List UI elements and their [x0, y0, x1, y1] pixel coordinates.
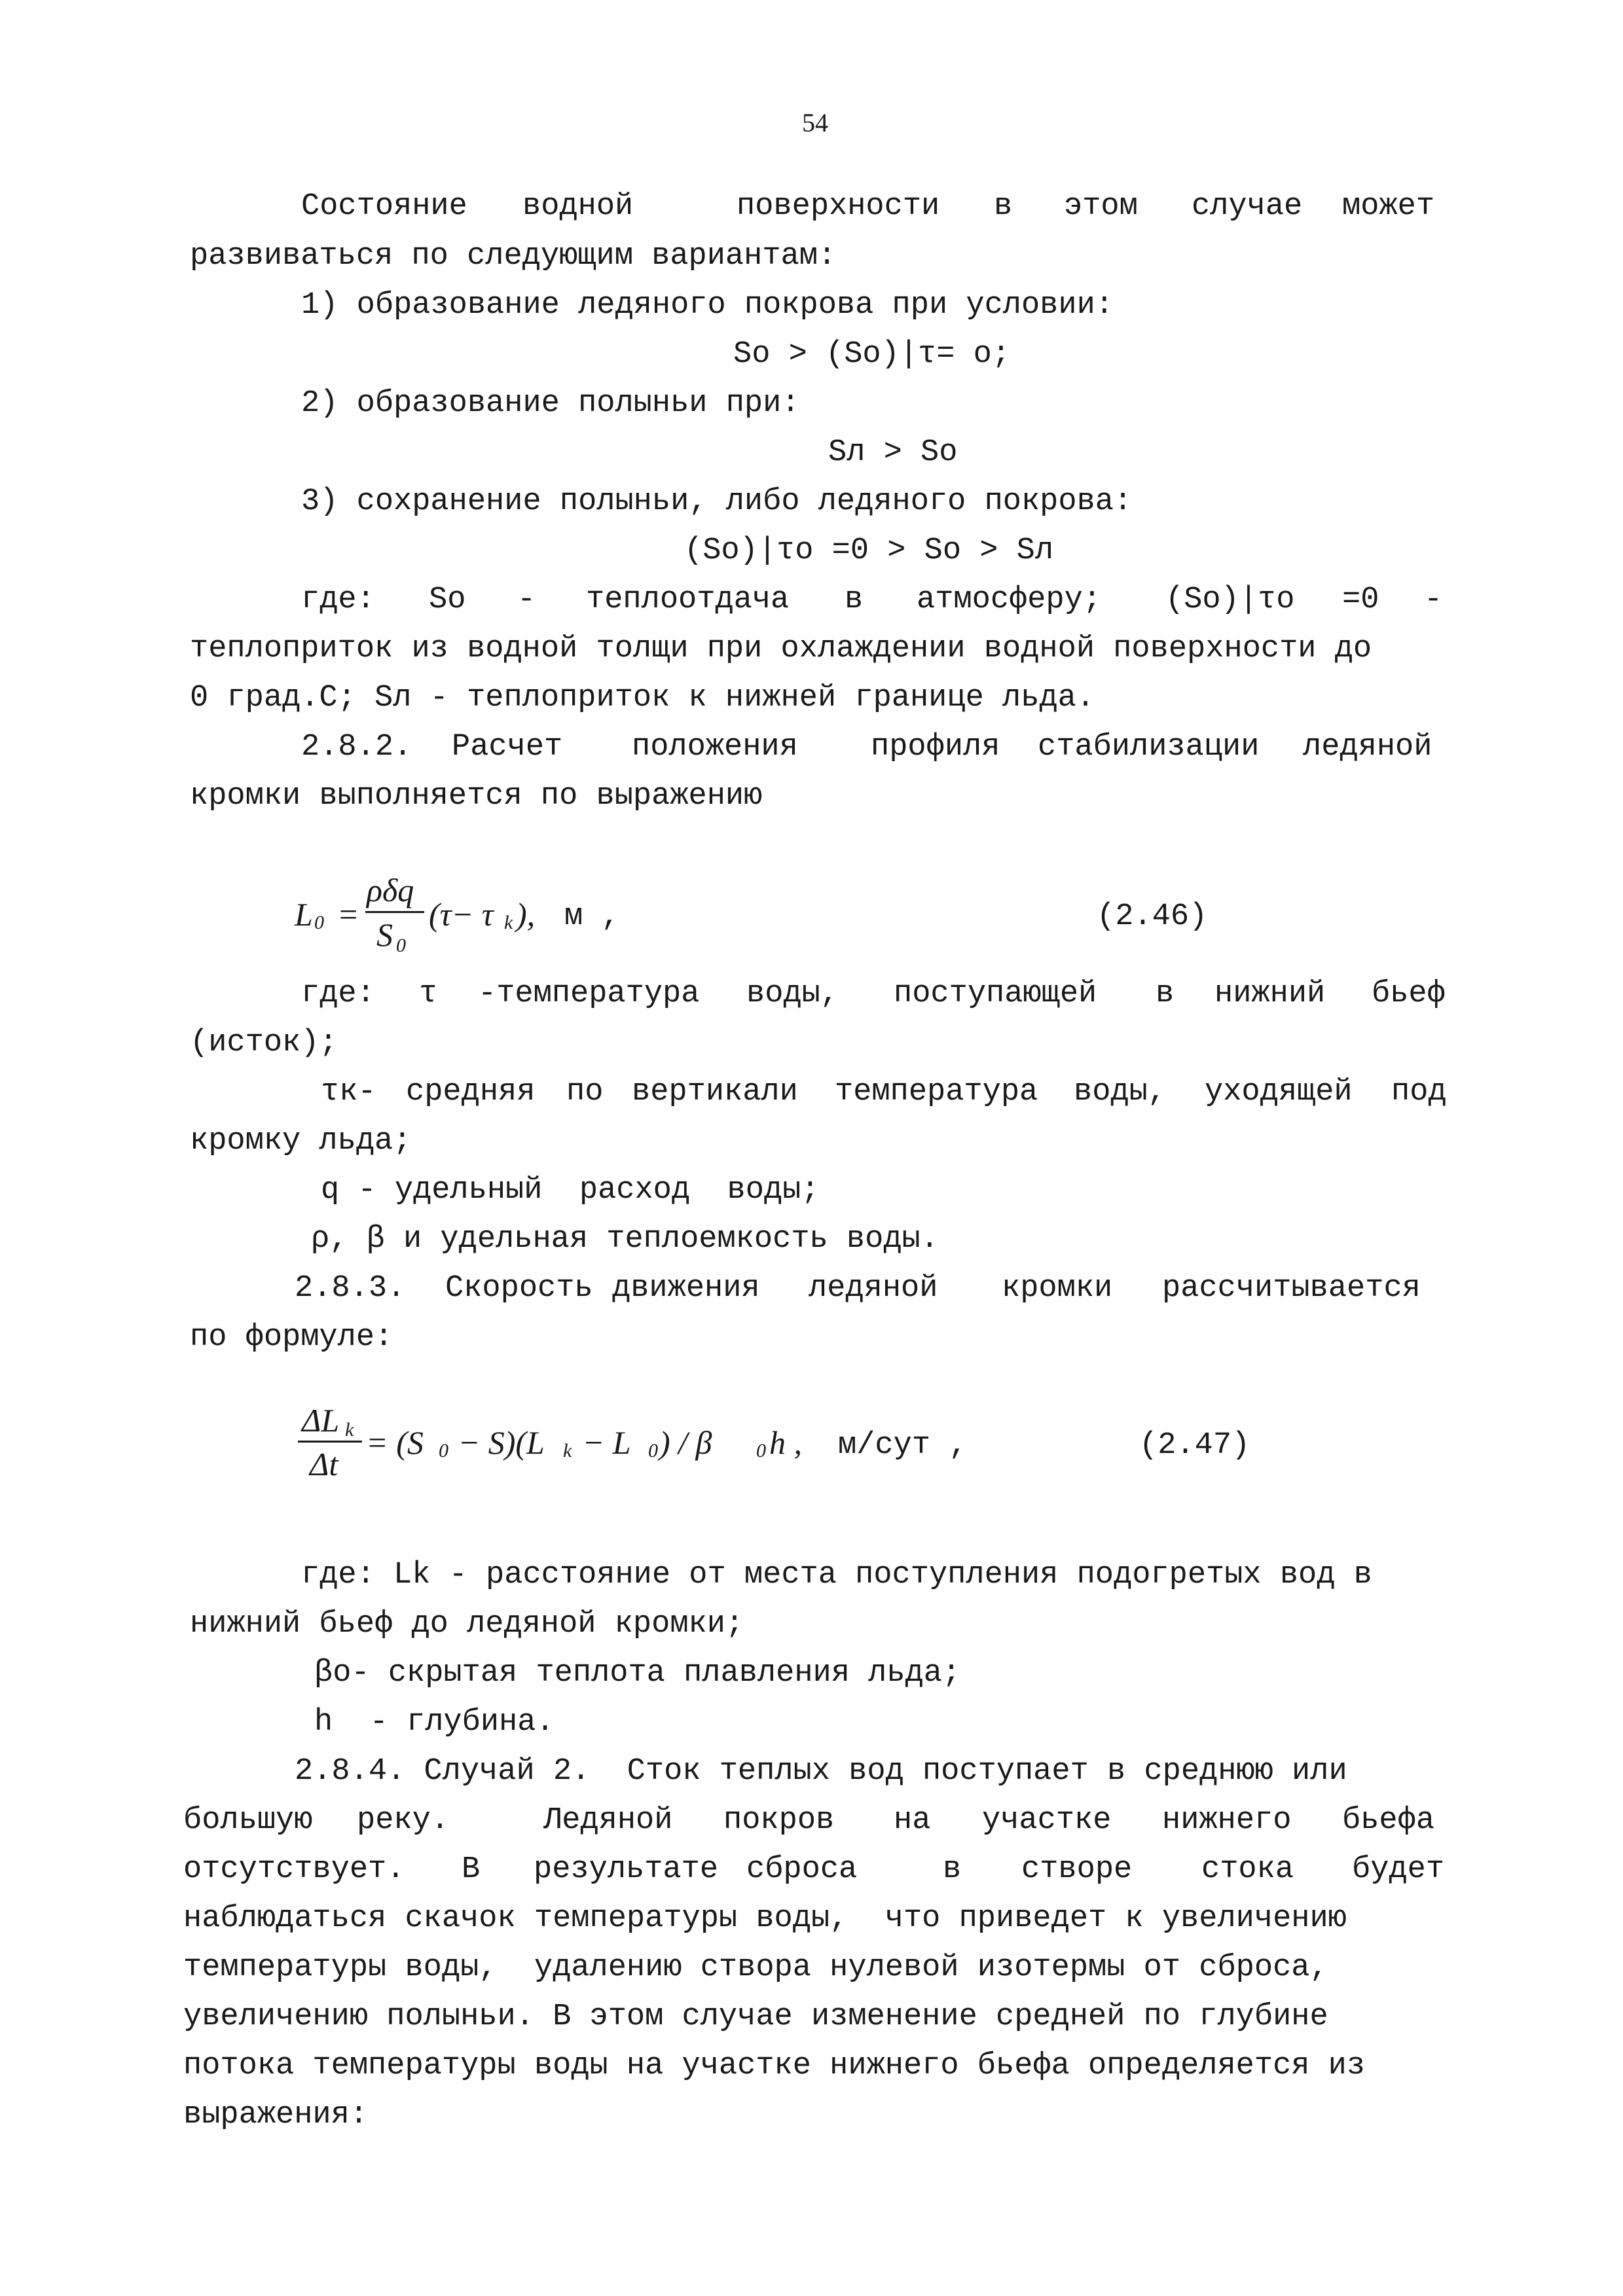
where1-line2: теплоприток из водной толщи при охлаждении водной поверхности до [190, 632, 1372, 666]
word: в [1156, 977, 1175, 1011]
eq-rhs-b: − S)(L [450, 1424, 545, 1461]
section-284-line5: температуры воды, удалению створа нулевой изотермы от сброса, [183, 1950, 1328, 1985]
word: (So)|τo [1165, 583, 1295, 617]
word: реку. [357, 1803, 450, 1838]
variant-3-condition: (So)|τo =0 > So > Sл [684, 533, 1054, 568]
eq-rhs-d: ) / β [659, 1424, 712, 1461]
where2-line4: кромку льда; [190, 1124, 412, 1158]
eq-rhs-b-sub: k [563, 1440, 572, 1462]
word: створе [1021, 1852, 1133, 1887]
word: Состояние [301, 189, 467, 224]
word: ледяной [1303, 730, 1432, 764]
eq-denominator: S [376, 916, 393, 953]
word: стока [1201, 1852, 1294, 1887]
eq-lhs-sub: 0 [314, 912, 324, 933]
fraction-bar [365, 911, 424, 913]
eq-rhs-d-sub: 0 [756, 1440, 766, 1462]
equation-number: (2.47) [1139, 1428, 1250, 1463]
eq-rhs-c: − L [574, 1424, 631, 1461]
word: τк- [321, 1075, 376, 1109]
word: на [894, 1803, 931, 1838]
section-283-line2: по формуле: [190, 1320, 393, 1355]
where3-line1: где: Lk - расстояние от места поступления подогретых вод в [301, 1558, 1372, 1592]
word: воды, [1074, 1075, 1167, 1109]
word: по [566, 1075, 604, 1109]
section-284-line6: увеличению полыньи. В этом случае изменение средней по глубине [183, 2000, 1328, 2034]
eq-denominator: Δt [310, 1446, 338, 1482]
word: кромки [1002, 1271, 1113, 1306]
eq-numerator: ΔL [302, 1402, 340, 1439]
variant-2: 2) образование полыньи при: [301, 386, 800, 421]
equation-2-46 [295, 874, 1211, 965]
word: τ [419, 977, 438, 1011]
word: So [429, 583, 466, 617]
page-number: 54 [802, 108, 828, 137]
word: - [517, 583, 536, 617]
word: в [994, 189, 1013, 224]
where2-line6: ρ, β и удельная теплоемкость воды. [311, 1222, 939, 1257]
where2-line5: q - удельный расход воды; [321, 1173, 820, 1208]
equation-2-47 [298, 1397, 1250, 1489]
eq-rhs-c-sub: 0 [648, 1440, 658, 1462]
word: температура [835, 1075, 1038, 1109]
word: положения [632, 730, 798, 764]
word: под [1391, 1075, 1447, 1109]
word: покров [723, 1803, 835, 1838]
section-282-line2: кромки выполняется по выражению [190, 779, 763, 814]
eq-rhs-e: h , [769, 1424, 802, 1461]
eq-unit: м/сут , [838, 1428, 968, 1463]
where1-line3: 0 град.С; Sл - теплоприток к нижней границе льда. [190, 681, 1095, 715]
eq-numerator-sub: k [345, 1419, 354, 1441]
eq-numerator: ρδq [367, 872, 414, 908]
variant-1-condition: So > (So)|τ= o; [733, 337, 1011, 372]
word: В [462, 1852, 481, 1887]
where3-line3: βо- скрытая теплота плавления льда; [314, 1656, 961, 1691]
eq-paren-close: ), [516, 896, 536, 933]
variant-2-condition: Sл > So [828, 435, 958, 470]
word: большую [183, 1803, 313, 1838]
word: нижний [1214, 977, 1326, 1011]
word: Расчет [452, 730, 563, 764]
section-284-line8: выражения: [183, 2098, 369, 2132]
word: отсутствует. [183, 1852, 405, 1887]
word: поверхности [737, 189, 940, 224]
word: где: [301, 977, 375, 1011]
word: теплоотдача [586, 583, 790, 617]
word: случае [1192, 189, 1303, 224]
word: результате [534, 1852, 719, 1887]
word: - [1424, 583, 1443, 617]
eq-unit: м , [564, 899, 620, 934]
word: водной [522, 189, 634, 224]
section-284-line7: потока температуры воды на участке нижнего бьефа определяется из [183, 2049, 1366, 2083]
word: рассчитывается [1162, 1271, 1421, 1306]
word: стабилизации [1038, 730, 1260, 764]
word: бьеф [1372, 977, 1446, 1011]
word: -температура [478, 977, 700, 1011]
variant-1: 1) образование ледяного покрова при условии: [301, 288, 1114, 323]
eq-rhs-a-sub: 0 [439, 1440, 448, 1462]
section-284-line1: 2.8.4. Случай 2. Сток теплых вод поступает в среднюю или [295, 1754, 1347, 1789]
eq-paren-sub: k [504, 912, 513, 933]
word: участке [982, 1803, 1112, 1838]
equation-number: (2.46) [1097, 899, 1208, 934]
word: может [1342, 189, 1435, 224]
word: вертикали [632, 1075, 798, 1109]
where3-line2: нижний бьеф до ледяной кромки; [190, 1607, 744, 1641]
where3-line4: h - глубина. [314, 1705, 555, 1740]
word: нижнего [1162, 1803, 1292, 1838]
section-number: 2.8.3. [295, 1271, 406, 1306]
word: где: [301, 583, 375, 617]
word: атмосферу; [917, 583, 1102, 617]
word: Ледяной [543, 1803, 673, 1838]
word: Скорость [445, 1271, 593, 1306]
where2-line2: (исток); [190, 1026, 338, 1060]
word: поступающей [894, 977, 1097, 1011]
fraction-bar [298, 1441, 362, 1443]
word: ледяной [809, 1271, 938, 1306]
eq-equals: = [339, 896, 358, 933]
section-284-line4: наблюдаться скачок температуры воды, что приведет к увеличению [183, 1901, 1347, 1936]
word: средняя [406, 1075, 536, 1109]
word: уходящей [1205, 1075, 1353, 1109]
word: движения [612, 1271, 760, 1306]
section-number: 2.8.2. [301, 730, 412, 764]
word: в [943, 1852, 962, 1887]
eq-denominator-sub: 0 [396, 935, 406, 956]
word: будет [1352, 1852, 1445, 1887]
eq-rhs-a: = (S [366, 1424, 424, 1461]
eq-paren: (τ− τ [429, 896, 494, 933]
word: =0 [1342, 583, 1379, 617]
variant-3: 3) сохранение полыньи, либо ледяного покрова: [301, 484, 1133, 519]
word: профиля [871, 730, 1000, 764]
word: этом [1064, 189, 1138, 224]
para1-line2: развиваться по следующим вариантам: [190, 239, 837, 274]
word: бьефа [1342, 1803, 1435, 1838]
eq-lhs: L [295, 896, 313, 933]
word: воды, [746, 977, 839, 1011]
word: в [845, 583, 864, 617]
word: сброса [746, 1852, 858, 1887]
